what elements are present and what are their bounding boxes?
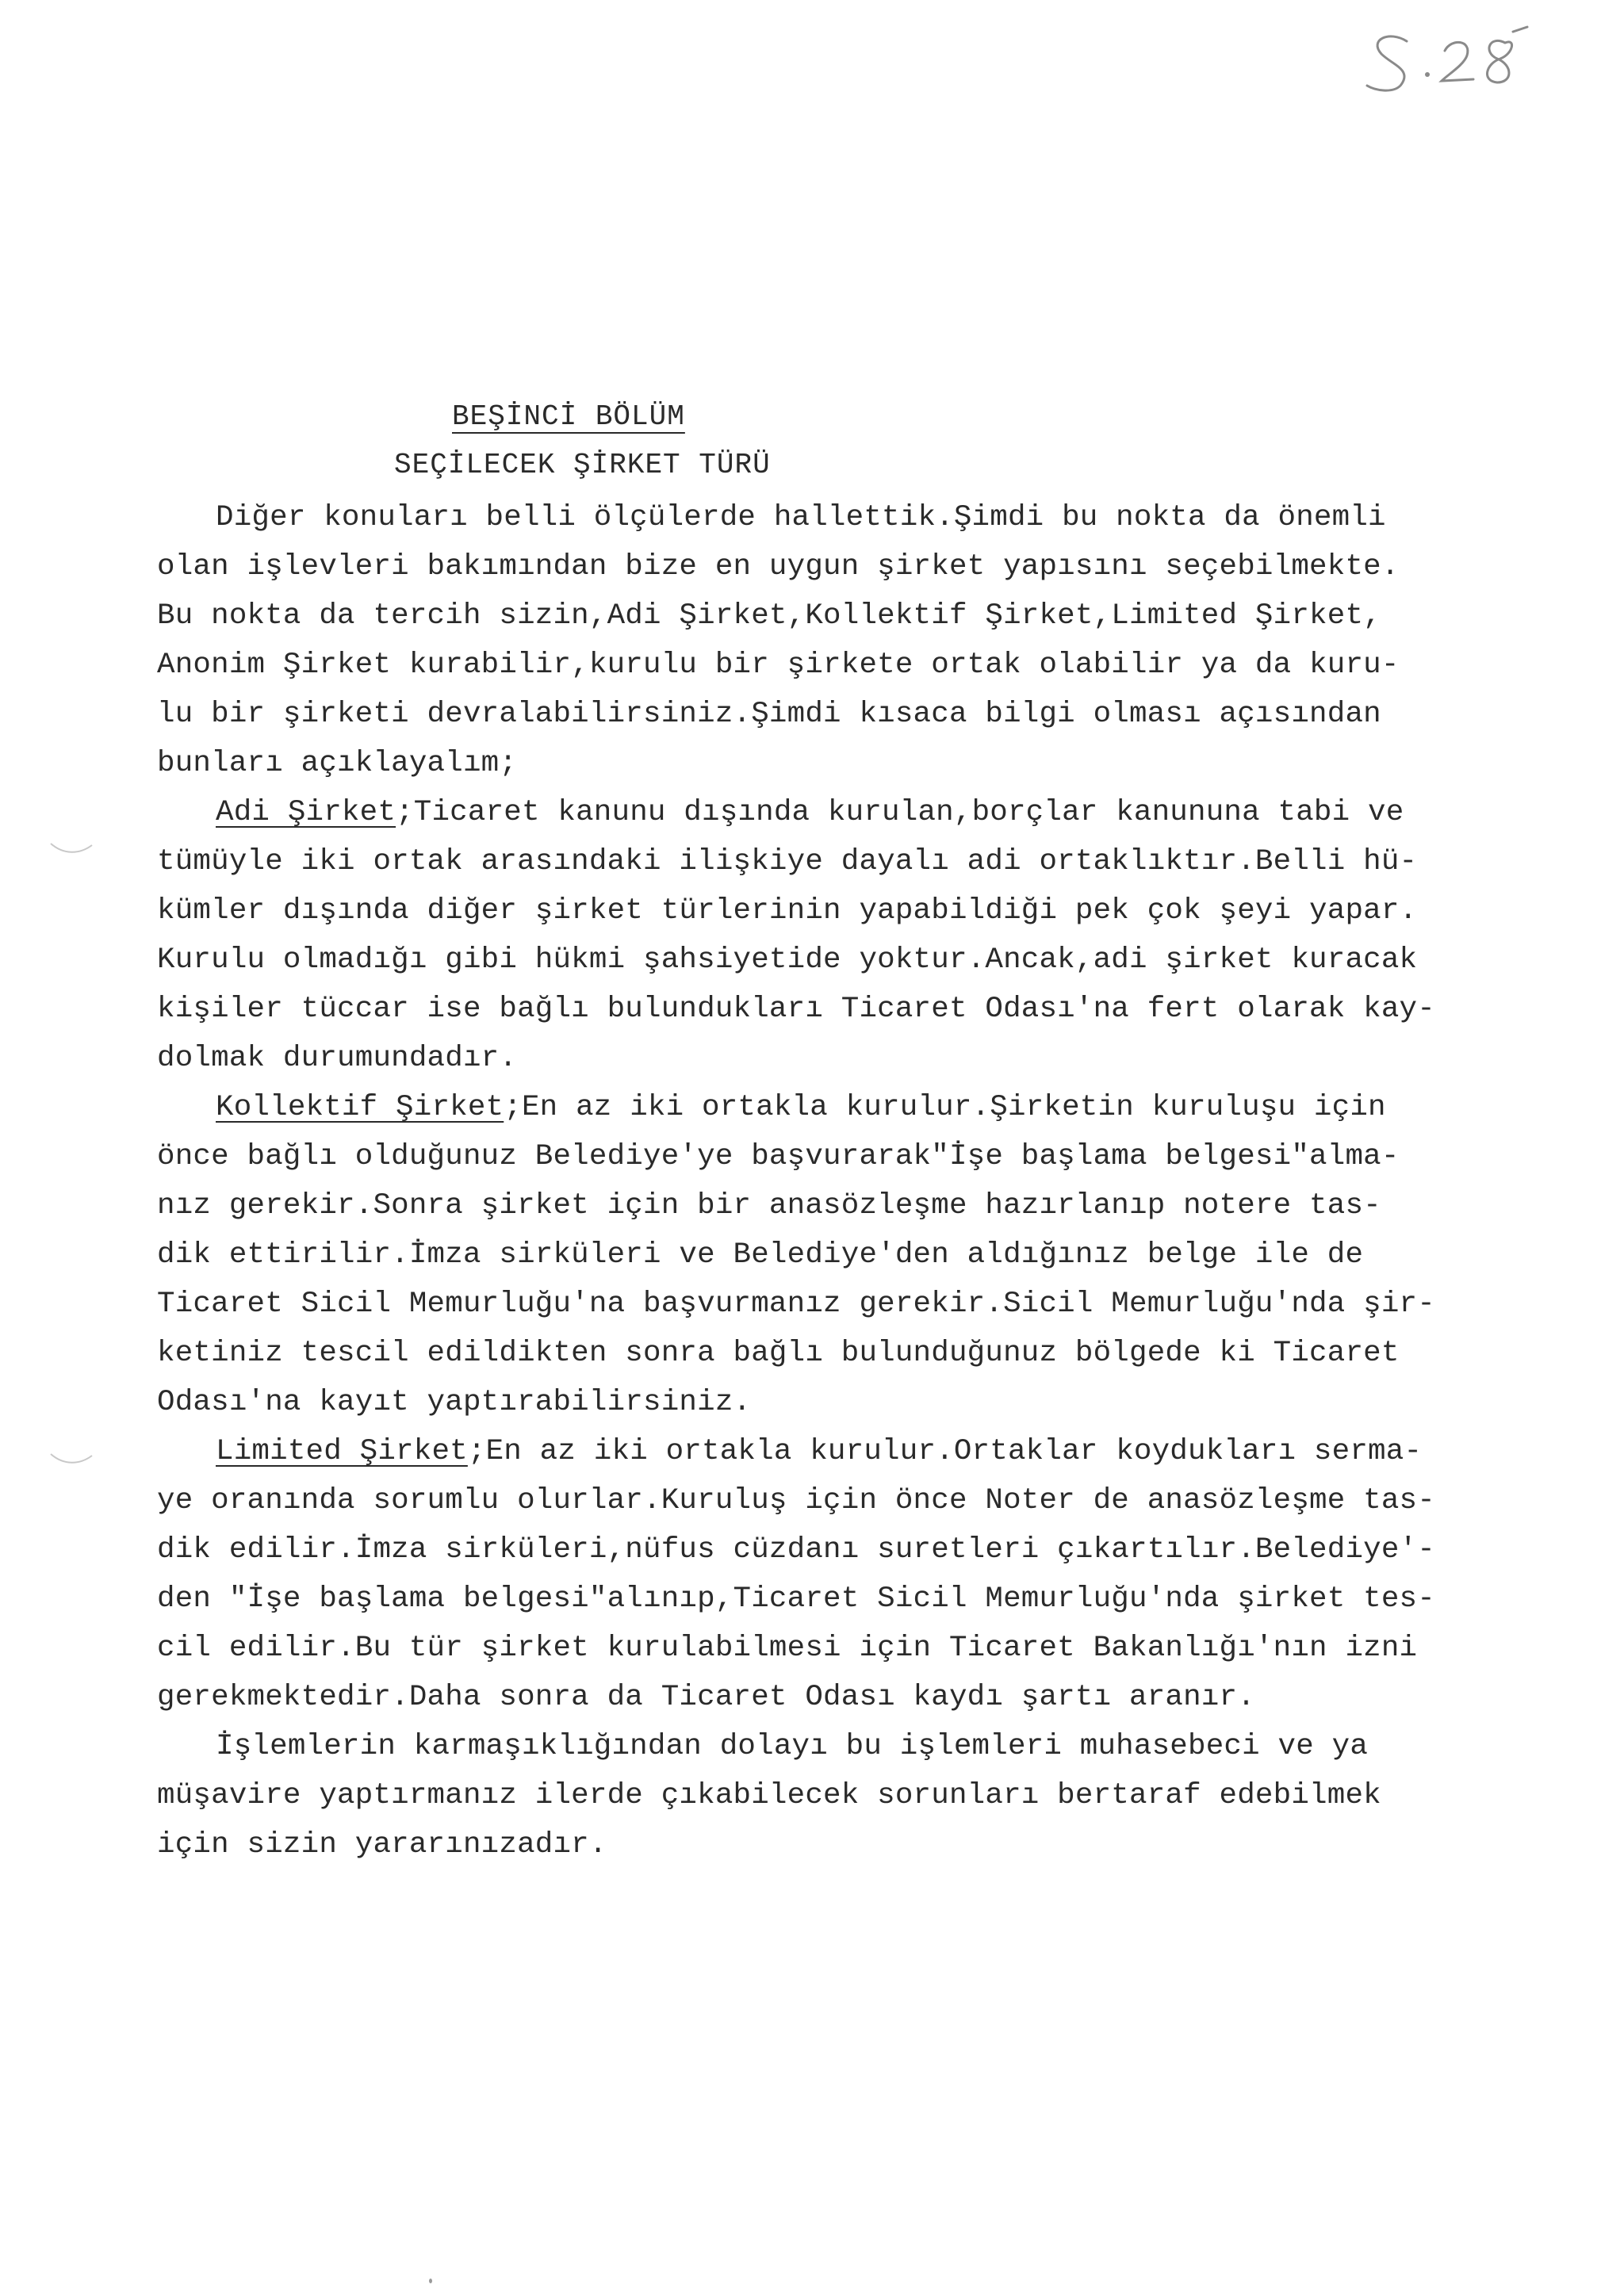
term-limited-sirket: Limited Şirket xyxy=(216,1435,468,1468)
adi-sirket-paragraph xyxy=(157,788,1570,1083)
text-line: dik edilir.İmza sirküleri,nüfus cüzdanı suretleri çıkartılır.Belediye'- xyxy=(157,1533,1435,1567)
text-line: Odası'na kayıt yaptırabilirsiniz. xyxy=(157,1386,752,1419)
chapter-heading xyxy=(452,400,685,433)
text-line: olan işlevleri bakımından bize en uygun şirket yapısını seçebilmekte. xyxy=(157,550,1400,584)
text-line: için sizin yararınızadır. xyxy=(157,1828,607,1862)
text-segment: ;En az iki ortakla kurulur.Şirketin kuruluşu için xyxy=(504,1091,1386,1124)
text-line: Diğer konuları belli ölçülerde hallettik.Şimdi bu nokta da önemli xyxy=(216,501,1386,534)
text-segment: ;En az iki ortakla kurulur.Ortaklar koydukları serma- xyxy=(467,1435,1423,1468)
text-line: ketiniz tescil edildikten sonra bağlı bulunduğunuz bölgede ki Ticaret xyxy=(157,1337,1400,1370)
text-line: kümler dışında diğer şirket türlerinin yapabildiği pek çok şeyi yapar. xyxy=(157,894,1418,928)
punch-hole-mark xyxy=(48,1451,95,1467)
text-line xyxy=(157,1427,1570,1476)
text-line: Ticaret Sicil Memurluğu'na başvurmanız gerekir.Sicil Memurluğu'nda şir- xyxy=(157,1288,1435,1321)
text-line: ye oranında sorumlu olurlar.Kuruluş için önce Noter de anasözleşme tas- xyxy=(157,1484,1435,1517)
text-segment: ;Ticaret kanunu dışında kurulan,borçlar kanununa tabi ve xyxy=(396,796,1404,829)
closing-paragraph xyxy=(157,1722,1570,1869)
handwritten-page-number-drawing xyxy=(1358,24,1540,95)
document-body xyxy=(157,493,1570,1869)
text-line: kişiler tüccar ise bağlı bulundukları Ticaret Odası'na fert olarak kay- xyxy=(157,993,1435,1026)
text-line: dolmak durumundadır. xyxy=(157,1042,518,1075)
text-line: cil edilir.Bu tür şirket kurulabilmesi için Ticaret Bakanlığı'nın izni xyxy=(157,1632,1418,1665)
handwritten-page-number xyxy=(1358,24,1540,95)
text-line: müşavire yaptırmanız ilerde çıkabilecek sorunları bertaraf edebilmek xyxy=(157,1779,1381,1812)
intro-paragraph xyxy=(157,493,1570,788)
term-adi-sirket: Adi Şirket xyxy=(216,796,396,829)
kollektif-sirket-paragraph xyxy=(157,1083,1570,1427)
text-line: den "İşe başlama belgesi"alınıp,Ticaret Sicil Memurluğu'nda şirket tes- xyxy=(157,1582,1435,1616)
text-line: Bu nokta da tercih sizin,Adi Şirket,Kollektif Şirket,Limited Şirket, xyxy=(157,599,1381,633)
text-line: Anonim Şirket kurabilir,kurulu bir şirkete ortak olabilir ya da kuru- xyxy=(157,649,1400,682)
chapter-title: BEŞİNCİ BÖLÜM xyxy=(452,400,685,433)
text-line: İşlemlerin karmaşıklığından dolayı bu işlemleri muhasebeci ve ya xyxy=(216,1730,1369,1763)
punch-hole-mark xyxy=(48,840,95,856)
text-line xyxy=(157,1083,1570,1132)
text-line xyxy=(157,788,1570,837)
text-line: lu bir şirketi devralabilirsiniz.Şimdi kısaca bilgi olması açısından xyxy=(157,698,1381,731)
text-line: bunları açıklayalım; xyxy=(157,747,518,780)
text-line: Kurulu olmadığı gibi hükmi şahsiyetide yoktur.Ancak,adi şirket kuracak xyxy=(157,943,1418,977)
text-line: gerekmektedir.Daha sonra da Ticaret Odası kaydı şartı aranır. xyxy=(157,1681,1255,1714)
scan-speck xyxy=(428,2274,433,2280)
term-kollektif-sirket: Kollektif Şirket xyxy=(216,1091,504,1124)
text-line: tümüyle iki ortak arasındaki ilişkiye dayalı adi ortaklıktır.Belli hü- xyxy=(157,845,1418,878)
text-line: nız gerekir.Sonra şirket için bir anasözleşme hazırlanıp notere tas- xyxy=(157,1189,1381,1223)
text-line: dik ettirilir.İmza sirküleri ve Belediye'den aldığınız belge ile de xyxy=(157,1238,1364,1272)
chapter-subtitle: SEÇİLECEK ŞİRKET TÜRÜ xyxy=(394,449,771,481)
limited-sirket-paragraph xyxy=(157,1427,1570,1722)
text-line: önce bağlı olduğunuz Belediye'ye başvurarak"İşe başlama belgesi"alma- xyxy=(157,1140,1400,1173)
